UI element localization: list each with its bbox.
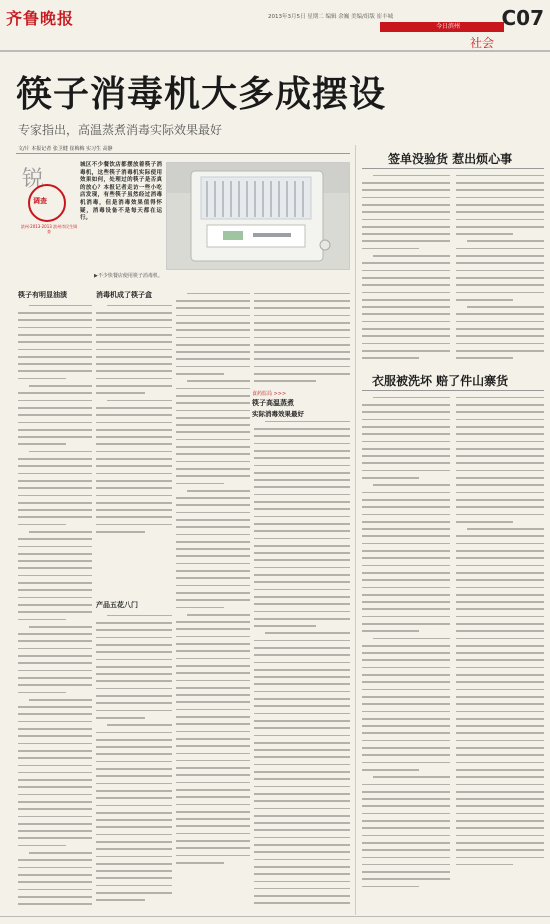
sidebar-tag: 食药监局 >>> [252, 391, 287, 397]
right-article-1-divider [362, 168, 544, 169]
article-column-4a [254, 290, 350, 386]
section-title-2: 消毒机成了筷子盒 [96, 291, 152, 299]
article-headline: 筷子消毒机大多成摆设 [16, 74, 387, 115]
article-column-1 [18, 302, 92, 910]
newspaper-logo: 齐鲁晚报 [6, 9, 75, 28]
sidebar-subtitle: 实际消毒效果最好 [252, 410, 304, 418]
right-article-1-col-b [456, 172, 544, 364]
section-strip: 今日滨州 [380, 22, 504, 32]
right-article-1-headline: 签单没验货 惹出烦心事 [388, 152, 513, 166]
issue-meta: 2013年3月5日 星期二 编辑 余巍 美编/组版 崔丰城 [268, 14, 394, 20]
article-column-4b [254, 418, 350, 910]
disinfection-cabinet-image [167, 163, 350, 270]
article-intro: 城区不少餐饮店都摆放着筷子消毒机，这些筷子消毒机实际使用效果如何，处理过的筷子是否真的放心？本报记者走访一些小吃店发现，有些筷子虽然经过消毒机消毒，但是消毒效果值得怀疑，消毒设备不是每天都在运行。 [80, 162, 162, 222]
column-rule [355, 145, 356, 915]
right-article-1-col-a [362, 172, 450, 364]
seal-label: 调查 [33, 197, 47, 205]
article-photo [166, 162, 350, 270]
footer-divider [0, 916, 550, 917]
section-title-1: 筷子有明显油渍 [18, 291, 67, 299]
masthead [0, 0, 550, 50]
page-code: C07 [501, 6, 544, 30]
article-column-2a [96, 302, 172, 542]
seal-char: 锐 [22, 167, 45, 192]
section-title-3: 产品五花八门 [96, 601, 138, 609]
sidebar-title: 筷子高温蒸煮 [252, 399, 294, 407]
right-article-2-divider [362, 390, 544, 391]
article-column-2b [96, 612, 172, 910]
byline-divider [16, 153, 350, 154]
article-column-3 [176, 290, 250, 910]
section-name: 社会 [470, 36, 495, 50]
right-article-2-headline: 衣服被洗坏 赔了件山寨货 [372, 374, 509, 388]
right-article-2-col-a [362, 394, 450, 910]
column-seal [16, 162, 78, 238]
masthead-divider [0, 50, 550, 52]
article-subhead: 专家指出，高温蒸煮消毒实际效果最好 [18, 123, 223, 137]
article-byline: 文/片 本报记者 张卫健 崔梅梅 实习生 高静 [18, 146, 113, 152]
photo-caption: ▶不少快餐店使用筷子消毒机。 [94, 273, 163, 279]
seal-note: 滨州·2013·2013 滨州市民生调查 [20, 224, 78, 234]
right-article-2-col-b [456, 394, 544, 910]
